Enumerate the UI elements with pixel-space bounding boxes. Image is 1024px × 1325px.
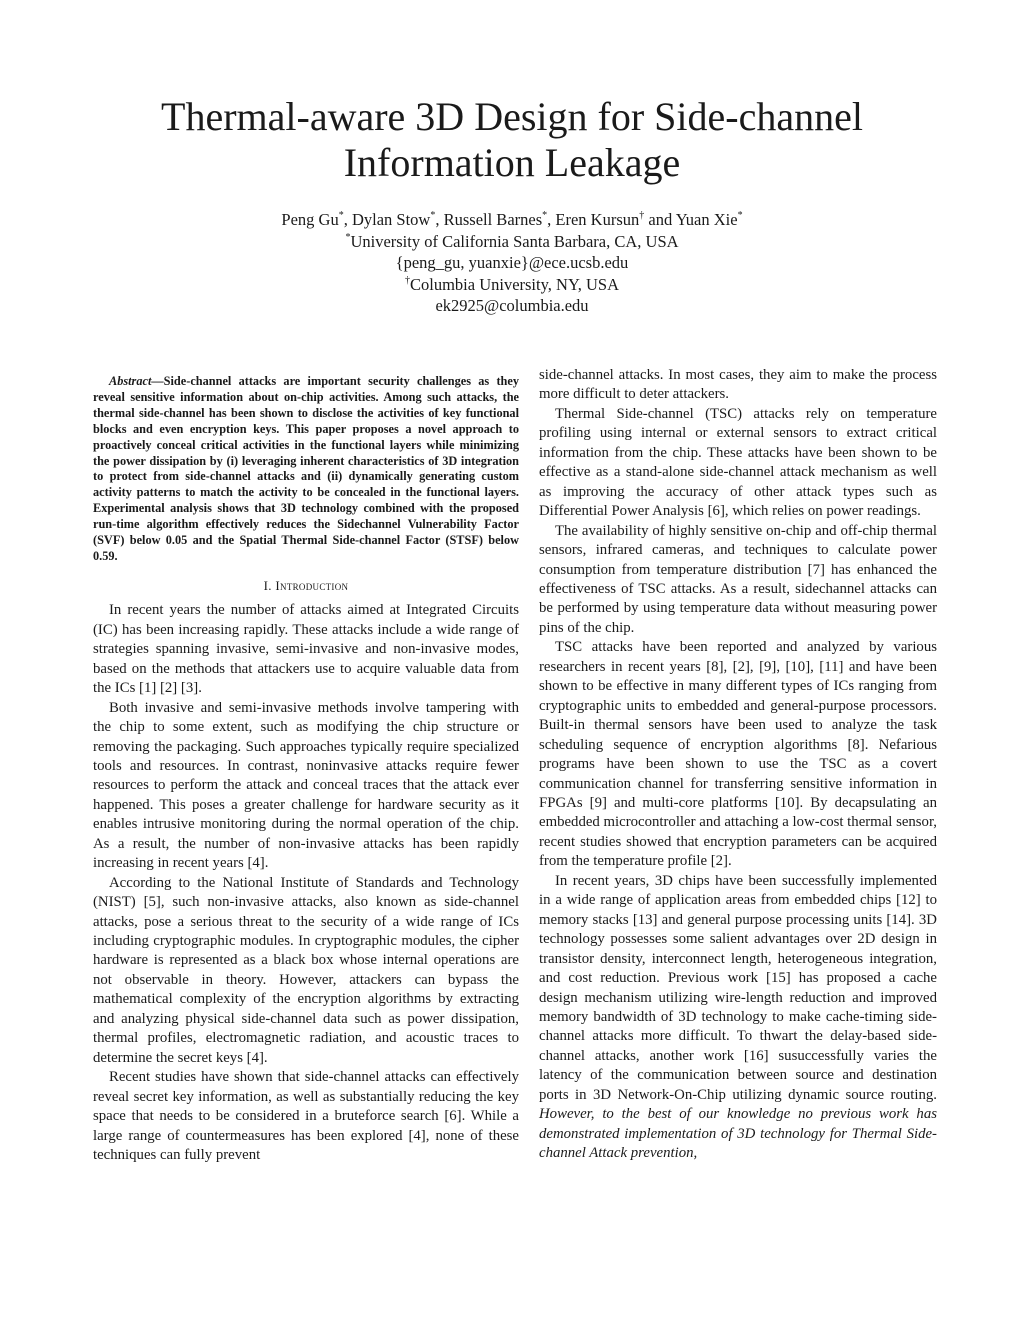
paragraph: side-channel attacks. In most cases, they aim to make the process more difficult to deter attackers.: [539, 367, 937, 403]
right-column: [539, 366, 937, 1164]
title-line-1: Thermal-aware 3D Design for Side-channel: [161, 94, 863, 139]
paper-title: [0, 94, 1024, 186]
title-line-2: Information Leakage: [343, 140, 681, 185]
italic-emphasis: However, to the best of our knowledge no previous work has demonstrated implementation of 3D technology for Thermal Side-channel Attack prevention,: [539, 1106, 937, 1162]
paragraph: Recent studies have shown that side-channel attacks can effectively reveal secret key information, as well as substantially reducing the key space that needs to be considered in a bruteforce search [6]. While a large range of countermeasures has been explored [4], none of these techniques can fully prevent: [93, 1069, 519, 1164]
abstract-text: Side-channel attacks are important security challenges as they reveal sensitive information about on-chip activities. Among such attacks, the thermal side-channel has been shown to disclose the activities of key functional blocks and even encryption keys. This paper proposes a novel approach to proactively conceal critical activities in the functional layers while minimizing the power dissipation by (i) leveraging inherent characteristics of 3D integration to protect from side-channel attacks and (ii) dynamically generating custom activity patterns to match the activity to be concealed in the functional layers. Experimental analysis shows that 3D technology combined with the proposed run-time algorithm effectively reduces the Sidechannel Vulnerability Factor (SVF) below 0.05 and the Spatial Thermal Side-channel Factor (STSF) below 0.59.: [93, 374, 519, 563]
author-name: Russell Barnes: [443, 210, 543, 229]
paragraph: In recent years, 3D chips have been successfully implemented in a wide range of application areas from embedded chips [12] to memory stacks [13] and general purpose processing units [14]. 3D technology possesses some salient advantages over 2D design in transistor density, interconnect length, heterogeneous integration, and cost reduction. Previous work [15] has proposed a cache design mechanism utilizing wire-length reduction and improved memory bandwidth of 3D technology to make cache-timing side-channel attacks more difficult. To thwart the delay-based side-channel attacks, another work [16] susuccessfully varies the latency of the communication between source and destination ports in 3D Network-On-Chip utilizing dynamic source routing. However, to the best of our knowledge no previous work has demonstrated implementation of 3D technology for Thermal Side-channel Attack prevention,: [539, 872, 937, 1162]
paragraph: TSC attacks have been reported and analyzed by various researchers in recent years [8], [2], [9], [10], [11] and have been shown to be effective in many different types of ICs ranging from cryptographic units to embedded and general-purpose processors. Built-in thermal sensors have been used to analyze the task scheduling sequence of encryption algorithms [8]. Nefarious programs have been shown to use the TSC as a covert communication channel for transferring sensitive information in FPGAs [9] and multi-core platforms [10]. By decapsulating an embedded microcontroller and attaching a low-cost thermal sensor, recent studies showed that encryption parameters can be acquired from the temperature profile [2].: [539, 639, 937, 870]
abstract: [93, 374, 519, 565]
section-heading: I. Introduction: [263, 577, 349, 593]
author-name: Dylan Stow: [351, 210, 431, 229]
paragraph: According to the National Institute of Standards and Technology (NIST) [5], such non-invasive attacks, also known as side-channel attacks, pose a serious threat to the security of a wide range of ICs including cryptographic modules. In cryptographic modules, the cipher hardware is represented as a black box whose internal operations are not observable in theory. However, attackers can bypass the mathematical complexity of the encryption algorithms by extracting and analyzing physical side-channel data such as power dissipation, thermal profiles, electromagnetic radiation, and acoustic traces to determine the secret keys [4].: [93, 874, 519, 1066]
author-name: Eren Kursun: [555, 210, 640, 229]
email-2: ek2925@columbia.edu: [435, 296, 589, 315]
affiliation-1: *University of California Santa Barbara, CA, USA: [345, 231, 679, 251]
paragraph: In recent years the number of attacks aimed at Integrated Circuits (IC) has been increasing rapidly. These attacks include a wide range of strategies spanning invasive, semi-invasive and non-invasive modes, based on the methods that attackers use to acquire valuable data from the ICs [1] [2] [3].: [93, 602, 519, 697]
paragraph: Thermal Side-channel (TSC) attacks rely on temperature profiling using internal or external sensors to extract critical information from the chip. These attacks have been shown to be effective as a stand-alone side-channel attack mechanism as well as improving the accuracy of other attack types such as Differential Power Analysis [6], which relies on power readings.: [539, 405, 937, 520]
author-block: [0, 209, 1024, 317]
left-column: [93, 374, 519, 1165]
paragraph: Both invasive and semi-invasive methods involve tampering with the chip to some extent, such as modifying the chip structure or removing the packaging. Such approaches typically require specialized tools and resources. In contrast, noninvasive attacks require fewer resources to perform the attack and conceal traces that the attack ever happened. This poses a greater challenge for hardware security as it enables intrusive monitoring during the normal operation of the chip. As a result, the number of non-invasive attacks has been rapidly increasing in recent years [4].: [93, 699, 519, 872]
paragraph: The availability of highly sensitive on-chip and off-chip thermal sensors, infrared cameras, and techniques to calculate power consumption from temperature distribution [7] has enhanced the effectiveness of TSC attacks. As a result, sidechannel attacks can be performed by using temperature data without measuring power pins of the chip.: [539, 522, 937, 636]
author-name: Yuan Xie: [675, 210, 738, 229]
author-name: Peng Gu: [281, 210, 339, 229]
abstract-label: Abstract—: [109, 374, 164, 388]
email-1: {peng_gu, yuanxie}@ece.ucsb.edu: [395, 253, 629, 272]
author-list: Peng Gu*, Dylan Stow*, Russell Barnes*, Eren Kursun† and Yuan Xie*: [281, 210, 743, 229]
affiliation-2: †Columbia University, NY, USA: [404, 274, 619, 294]
